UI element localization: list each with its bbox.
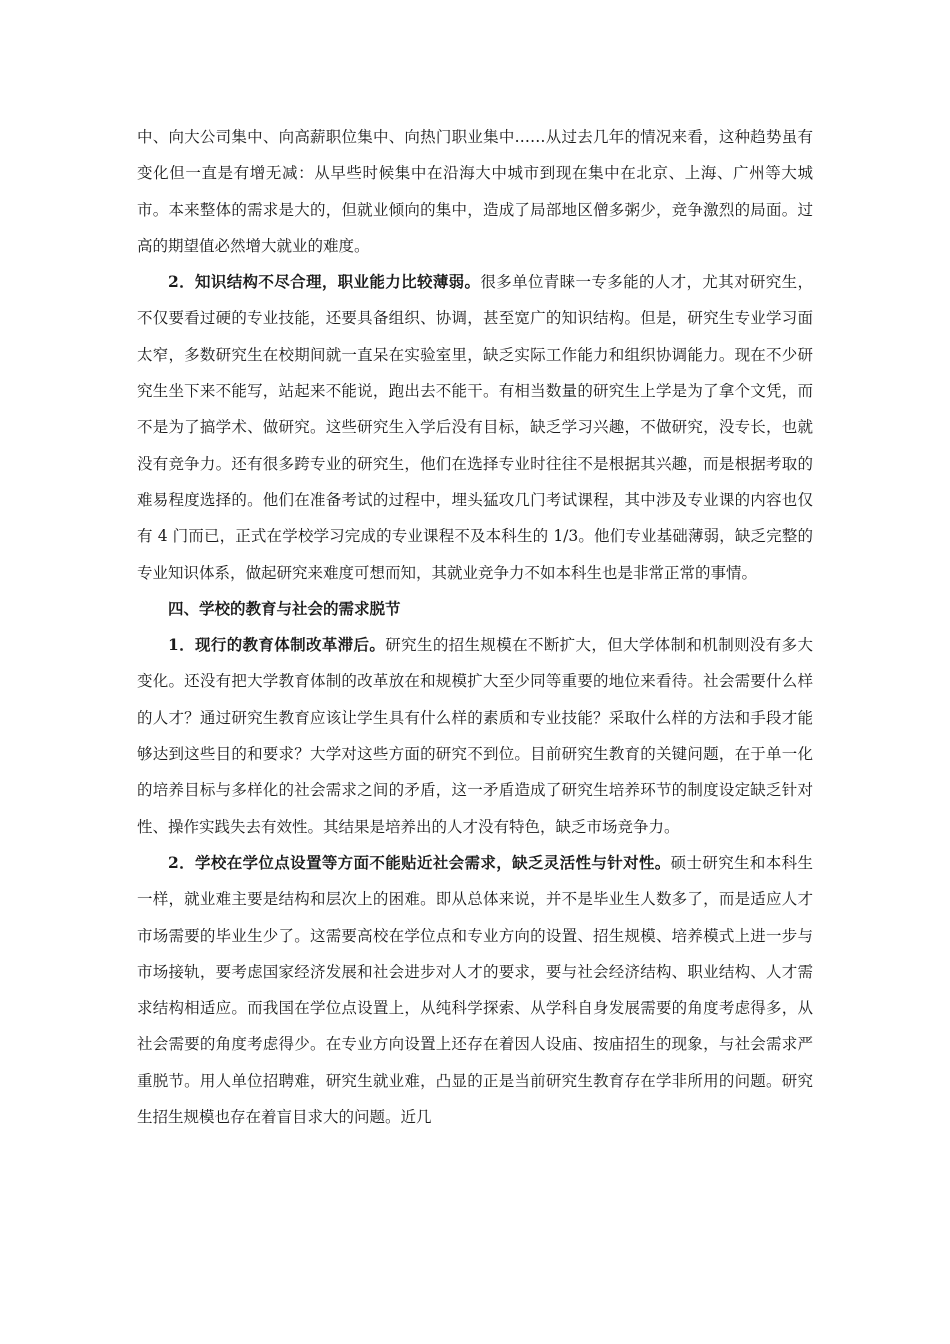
paragraph-knowledge-structure — [137, 264, 813, 591]
paragraph-text: 中、向大公司集中、向高薪职位集中、向热门职业集中……从过去几年的情况来看，这种趋势虽有变化但一直是有增无减：从早些时候集中在沿海大中城市到现在集中在北京、上海、广州等大城市。本来整体的需求是大的，但就业倾向的集中，造成了局部地区僧多粥少，竞争激烈的局面。过高的期望值必然增大就业的难度。 — [137, 128, 813, 255]
paragraph-text: 研究生的招生规模在不断扩大，但大学体制和机制则没有多大变化。还没有把大学教育体制的改革放在和规模扩大至少同等重要的地位来看待。社会需要什么样的人才？通过研究生教育应该让学生具有什么样的素质和专业技能？采取什么样的方法和手段才能够达到这些目的和要求？大学对这些方面的研究不到位。目前研究生教育的关键问题，在于单一化的培养目标与多样化的社会需求之间的矛盾，这一矛盾造成了研究生培养环节的制度设定缺乏针对性、操作实践失去有效性。其结果是培养出的人才没有特色，缺乏市场竞争力。 — [137, 636, 813, 836]
paragraph-lead: 1．现行的教育体制改革滞后。 — [168, 635, 386, 655]
paragraph-text: 硕士研究生和本科生一样，就业难主要是结构和层次上的困难。即从总体来说，并不是毕业生人数多了，而是适应人才市场需要的毕业生少了。这需要高校在学位点和专业方向的设置、招生规模、培养模式上进一步与市场接轨，要考虑国家经济发展和社会进步对人才的要求，要与社会经济结构、职业结构、人才需求结构相适应。而我国在学位点设置上，从纯科学探索、从学科自身发展需要的角度考虑得多，从社会需要的角度考虑得少。在专业方向设置上还存在着因人设庙、按庙招生的现象，与社会需求严重脱节。用人单位招聘难，研究生就业难，凸显的正是当前研究生教育存在学非所用的问题。研究生招生规模也存在着盲目求大的问题。近几 — [137, 853, 813, 1127]
document-body — [137, 119, 813, 1135]
paragraph-lead: 2．知识结构不尽合理，职业能力比较薄弱。 — [168, 272, 481, 292]
paragraph-degree-settings — [137, 845, 813, 1135]
paragraph-text: 很多单位青睐一专多能的人才，尤其对研究生，不仅要看过硬的专业技能，还要具备组织、协调，甚至宽广的知识结构。但是，研究生专业学习面太窄，多数研究生在校期间就一直呆在实验室里，缺乏实际工作能力和组织协调能力。现在不少研究生坐下来不能写，站起来不能说，跑出去不能干。有相当数量的研究生上学是为了拿个文凭，而不是为了搞学术、做研究。这些研究生入学后没有目标，缺乏学习兴趣，不做研究，没专长，也就没有竞争力。还有很多跨专业的研究生，他们在选择专业时往往不是根据其兴趣，而是根据考取的难易程度选择的。他们在准备考试的过程中，埋头猛攻几门考试课程，其中涉及专业课的内容也仅有 4 门而已，正式在学校学习完成的专业课程不及本科生的 1/3。他们专业基础薄弱，缺乏完整的专业知识体系，做起研究来难度可想而知，其就业竞争力不如本科生也是非常正常的事情。 — [137, 273, 813, 582]
paragraph-education-system — [137, 627, 813, 845]
paragraph-lead: 2．学校在学位点设置等方面不能贴近社会需求，缺乏灵活性与针对性。 — [168, 852, 671, 872]
paragraph-continuation — [137, 119, 813, 264]
section-heading — [137, 591, 813, 627]
section-heading-text: 四、学校的教育与社会的需求脱节 — [168, 598, 401, 618]
